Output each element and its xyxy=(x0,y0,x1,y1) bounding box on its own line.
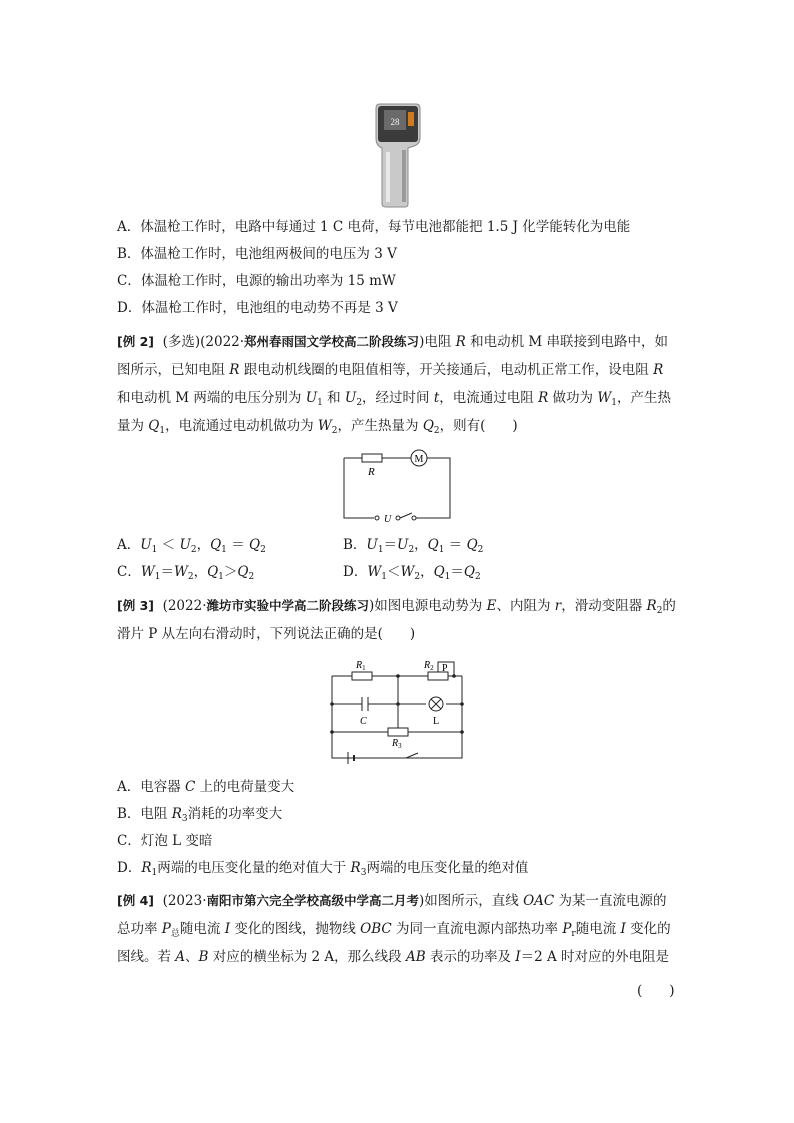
example-3-tag: [例 3] xyxy=(117,598,154,613)
q1-option-c: C．体温枪工作时，电源的输出功率为 15 mW xyxy=(117,273,396,289)
example-4-stem: [例 4] (2023·南阳市第六完全学校高级中学高二月考)如图所示，直线 OAC 为某一直流电源的总功率 $P_总$随电流 I 变化的图线，抛物线 OBC 为同一直流电源内部热功率 $P_r$随电流 I 变化的图线。若 A、B 对应的横坐标为 2 A，那么线段 AB 表示的功率及 I＝2 A 时对应的外电阻是 xyxy=(117,893,671,965)
example-4-answer-bracket: ( ) xyxy=(637,983,675,999)
example-2-source: 郑州春雨国文学校高二阶段练习 xyxy=(244,334,420,349)
q1-option-a: A．体温枪工作时，电路中每通过 1 C 电荷，每节电池都能把 1.5 J 化学能转化为电能 xyxy=(117,219,631,235)
thermometer-reading: 28 xyxy=(390,117,400,127)
q1-option-d: D．体温枪工作时，电池组的电动势不再是 3 V xyxy=(117,300,398,316)
circuit-label-m: M xyxy=(414,454,424,465)
example-3-option-a: A．电容器 C 上的电荷量变大 xyxy=(117,779,295,795)
example-2-option-b: B．$U_1=U_2$，$Q_1 = Q_2$ xyxy=(343,537,484,555)
example-2-option-c: C．$W_1=W_2$，$Q_1>Q_2$ xyxy=(117,564,255,582)
example-2-circuit-diagram xyxy=(336,448,456,528)
circuit-label-r1: $R_1$ xyxy=(356,660,366,672)
example-2-option-d: D．$W_1<W_2$，$Q_1=Q_2$ xyxy=(343,564,481,582)
example-2-option-a: A．$U_1 < U_2$，$Q_1 = Q_2$ xyxy=(117,537,266,555)
example-2-tag: [例 2] xyxy=(117,334,154,349)
example-4-tag: [例 4] xyxy=(117,893,154,908)
circuit-label-r3: $R_3$ xyxy=(392,738,402,750)
circuit-label-r2: $R_2$ xyxy=(424,660,434,672)
example-2-stem: [例 2] (多选)(2022·郑州春雨国文学校高二阶段练习)电阻 R 和电动机 M 串联接到电路中，如图所示，已知电阻 R 跟电动机线圈的电阻值相等，开关接通后，电动机正常工作，设电阻 R 和电动机 M 两端的电压分别为 $U_1$ 和 $U_2$，经过时间 t，电流通过电阻 R 做功为 $W_1$，产生热量为 $Q_1$，电流通过电动机做功为 $W_2$，产生热量为 $Q_2$，则有( ) xyxy=(117,334,671,436)
example-3-option-b: B．电阻 $R_3$消耗的功率变大 xyxy=(117,806,283,824)
example-4-source: 南阳市第六完全学校高级中学高二月考 xyxy=(206,893,420,908)
example-3-option-d: D．$R_1$两端的电压变化量的绝对值大于 $R_3$两端的电压变化量的绝对值 xyxy=(117,860,529,878)
example-3-source: 潍坊市实验中学高二阶段练习 xyxy=(206,598,370,613)
circuit-label-u: U xyxy=(384,514,392,525)
example-3-stem: [例 3] (2022·潍坊市实验中学高二阶段练习)如图电源电动势为 E、内阻为 r，滑动变阻器 $R_2$的滑片 P 从左向右滑动时，下列说法正确的是( ) xyxy=(117,598,676,642)
example-3-circuit-diagram xyxy=(322,654,472,774)
example-3-option-c: C．灯泡 L 变暗 xyxy=(117,833,213,849)
circuit-label-p: P xyxy=(442,663,448,674)
circuit-label-r: R xyxy=(368,466,375,478)
q1-option-b: B．体温枪工作时，电池组两极间的电压为 3 V xyxy=(117,246,397,262)
thermometer-gun-image xyxy=(372,100,424,208)
circuit-label-l: L xyxy=(433,716,440,727)
circuit-label-c: C xyxy=(360,716,367,727)
